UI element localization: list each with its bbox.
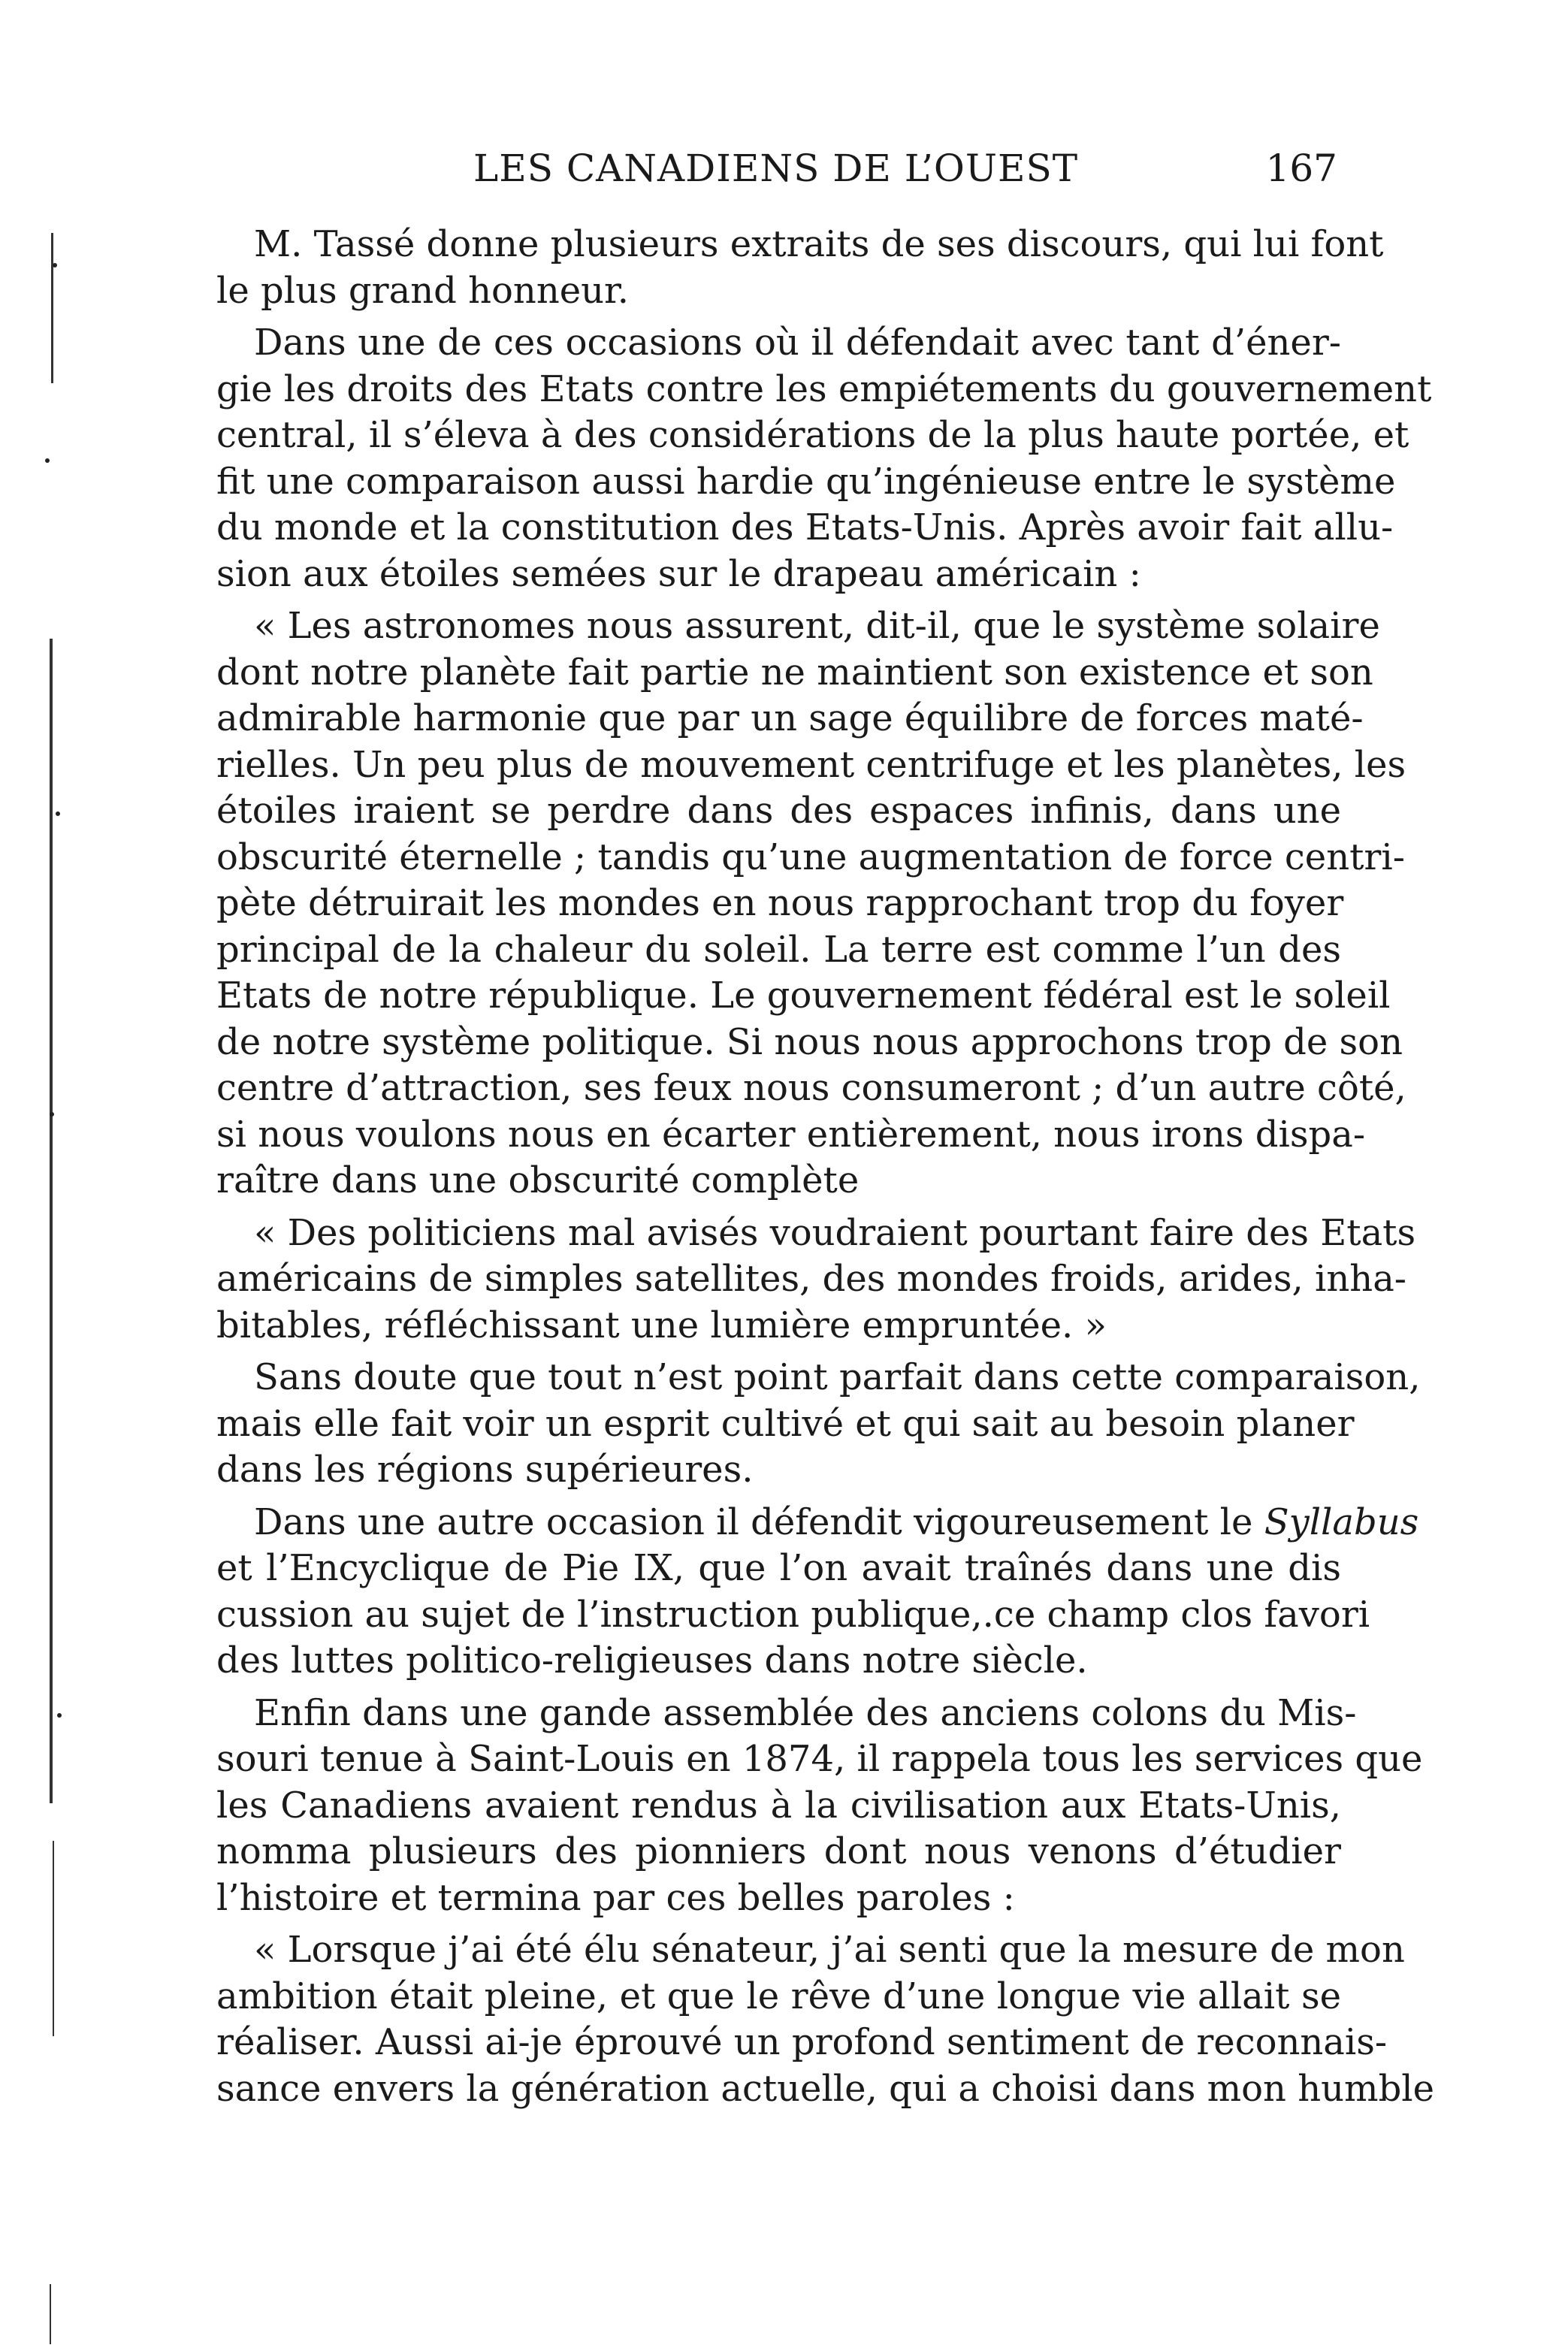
text-line: Enfin dans une gande assemblée des anciens colons du Mis- [254, 1691, 1357, 1734]
text-line: et l’Encyclique de Pie IX, que l’on avait traînés dans une dis [216, 1547, 1341, 1589]
text-line: pète détruirait les mondes en nous rapprochant trop du foyer [216, 882, 1344, 924]
running-head [218, 147, 1337, 199]
text-line: Dans une de ces occasions où il défendait avec tant d’éner- [254, 322, 1341, 364]
page-number: 167 [1265, 147, 1337, 190]
text-line: M. Tassé donne plusieurs extraits de ses discours, qui lui font [254, 223, 1384, 265]
italic-title: Syllabus [1264, 1500, 1419, 1543]
text-line: dont notre planète fait partie ne maintient son existence et son [216, 651, 1373, 694]
text-line: « Lorsque j’ai été élu sénateur, j’ai senti que la mesure de mon [254, 1929, 1405, 1971]
paragraph [216, 1355, 1421, 1494]
text-line: souri tenue à Saint-Louis en 1874, il rappela tous les services que [216, 1738, 1423, 1780]
text-line: du monde et la constitution des Etats-Unis. Après avoir fait allu- [216, 506, 1394, 548]
text-line: principal de la chaleur du soleil. La terre est comme l’un des [216, 928, 1341, 971]
text-line: réaliser. Aussi ai-je éprouvé un profond sentiment de reconnais- [216, 2021, 1388, 2063]
body-text [216, 222, 1435, 2118]
text-line: si nous voulons nous en écarter entièrement, nous irons dispa- [216, 1113, 1366, 1156]
text-line: de notre système politique. Si nous nous approchons trop de son [216, 1020, 1403, 1063]
binding-edge-marks [23, 188, 68, 2329]
text-line: obscurité éternelle ; tandis qu’une augmentation de force centri- [216, 836, 1405, 878]
text-line: rielles. Un peu plus de mouvement centrifuge et les planètes, les [216, 743, 1406, 786]
paragraph [216, 222, 1384, 314]
text-line: Etats de notre république. Le gouvernement fédéral est le soleil [216, 975, 1391, 1017]
text-line: des luttes politico-religieuses dans notre siècle. [216, 1639, 1088, 1682]
text-line: mais elle fait voir un esprit cultivé et qui sait au besoin planer [216, 1402, 1355, 1445]
text-line: sance envers la génération actuelle, qui a choisi dans mon humble [216, 2067, 1435, 2110]
text-line: cussion au sujet de l’instruction publique,.ce champ clos favori [216, 1593, 1370, 1636]
paragraph [216, 1210, 1416, 1349]
paragraph [216, 1691, 1423, 1922]
text-line: raître dans une obscurité complète [216, 1159, 860, 1201]
text-line: sion aux étoiles semées sur le drapeau américain : [216, 552, 1141, 595]
text-line: Sans doute que tout n’est point parfait dans cette comparaison, [254, 1356, 1421, 1398]
text-line: ambition était pleine, et que le rêve d’une longue vie allait se [216, 1975, 1341, 2017]
text-line: central, il s’éleva à des considérations de la plus haute portée, et [216, 414, 1409, 456]
paragraph [216, 1927, 1435, 2112]
text-line: centre d’attraction, ses feux nous consumeront ; d’un autre côté, [216, 1067, 1406, 1109]
paragraph [216, 603, 1406, 1204]
text-line: gie les droits des Etats contre les empiétements du gouvernement [216, 367, 1432, 410]
text-line: « Les astronomes nous assurent, dit-il, que le système solaire [254, 605, 1380, 647]
text-line: fit une comparaison aussi hardie qu’ingénieuse entre le système [216, 460, 1396, 503]
text-line: américains de simples satellites, des mondes froids, arides, inha- [216, 1258, 1407, 1300]
running-title: LES CANADIENS DE L’OUEST [473, 147, 1079, 190]
text-line: « Des politiciens mal avisés voudraient pourtant faire des Etats [254, 1211, 1416, 1254]
text-line: les Canadiens avaient rendus à la civilisation aux Etats-Unis, [216, 1784, 1341, 1827]
text-line: nomma plusieurs des pionniers dont nous venons d’étudier [216, 1830, 1341, 1872]
text-line-with-italic [216, 1500, 1419, 1546]
paragraph [216, 1500, 1419, 1685]
text-line: bitables, réfléchissant une lumière empruntée. » [216, 1304, 1107, 1346]
text-line: admirable harmonie que par un sage équilibre de forces maté- [216, 697, 1364, 739]
text-run: Dans une autre occasion il défendit vigoureusement le [254, 1500, 1253, 1543]
paragraph [216, 320, 1432, 597]
text-line: le plus grand honneur. [216, 269, 629, 312]
text-line: dans les régions supérieures. [216, 1449, 754, 1491]
text-line: étoiles iraient se perdre dans des espaces infinis, dans une [216, 790, 1341, 832]
text-line: l’histoire et termina par ces belles paroles : [216, 1876, 1015, 1919]
